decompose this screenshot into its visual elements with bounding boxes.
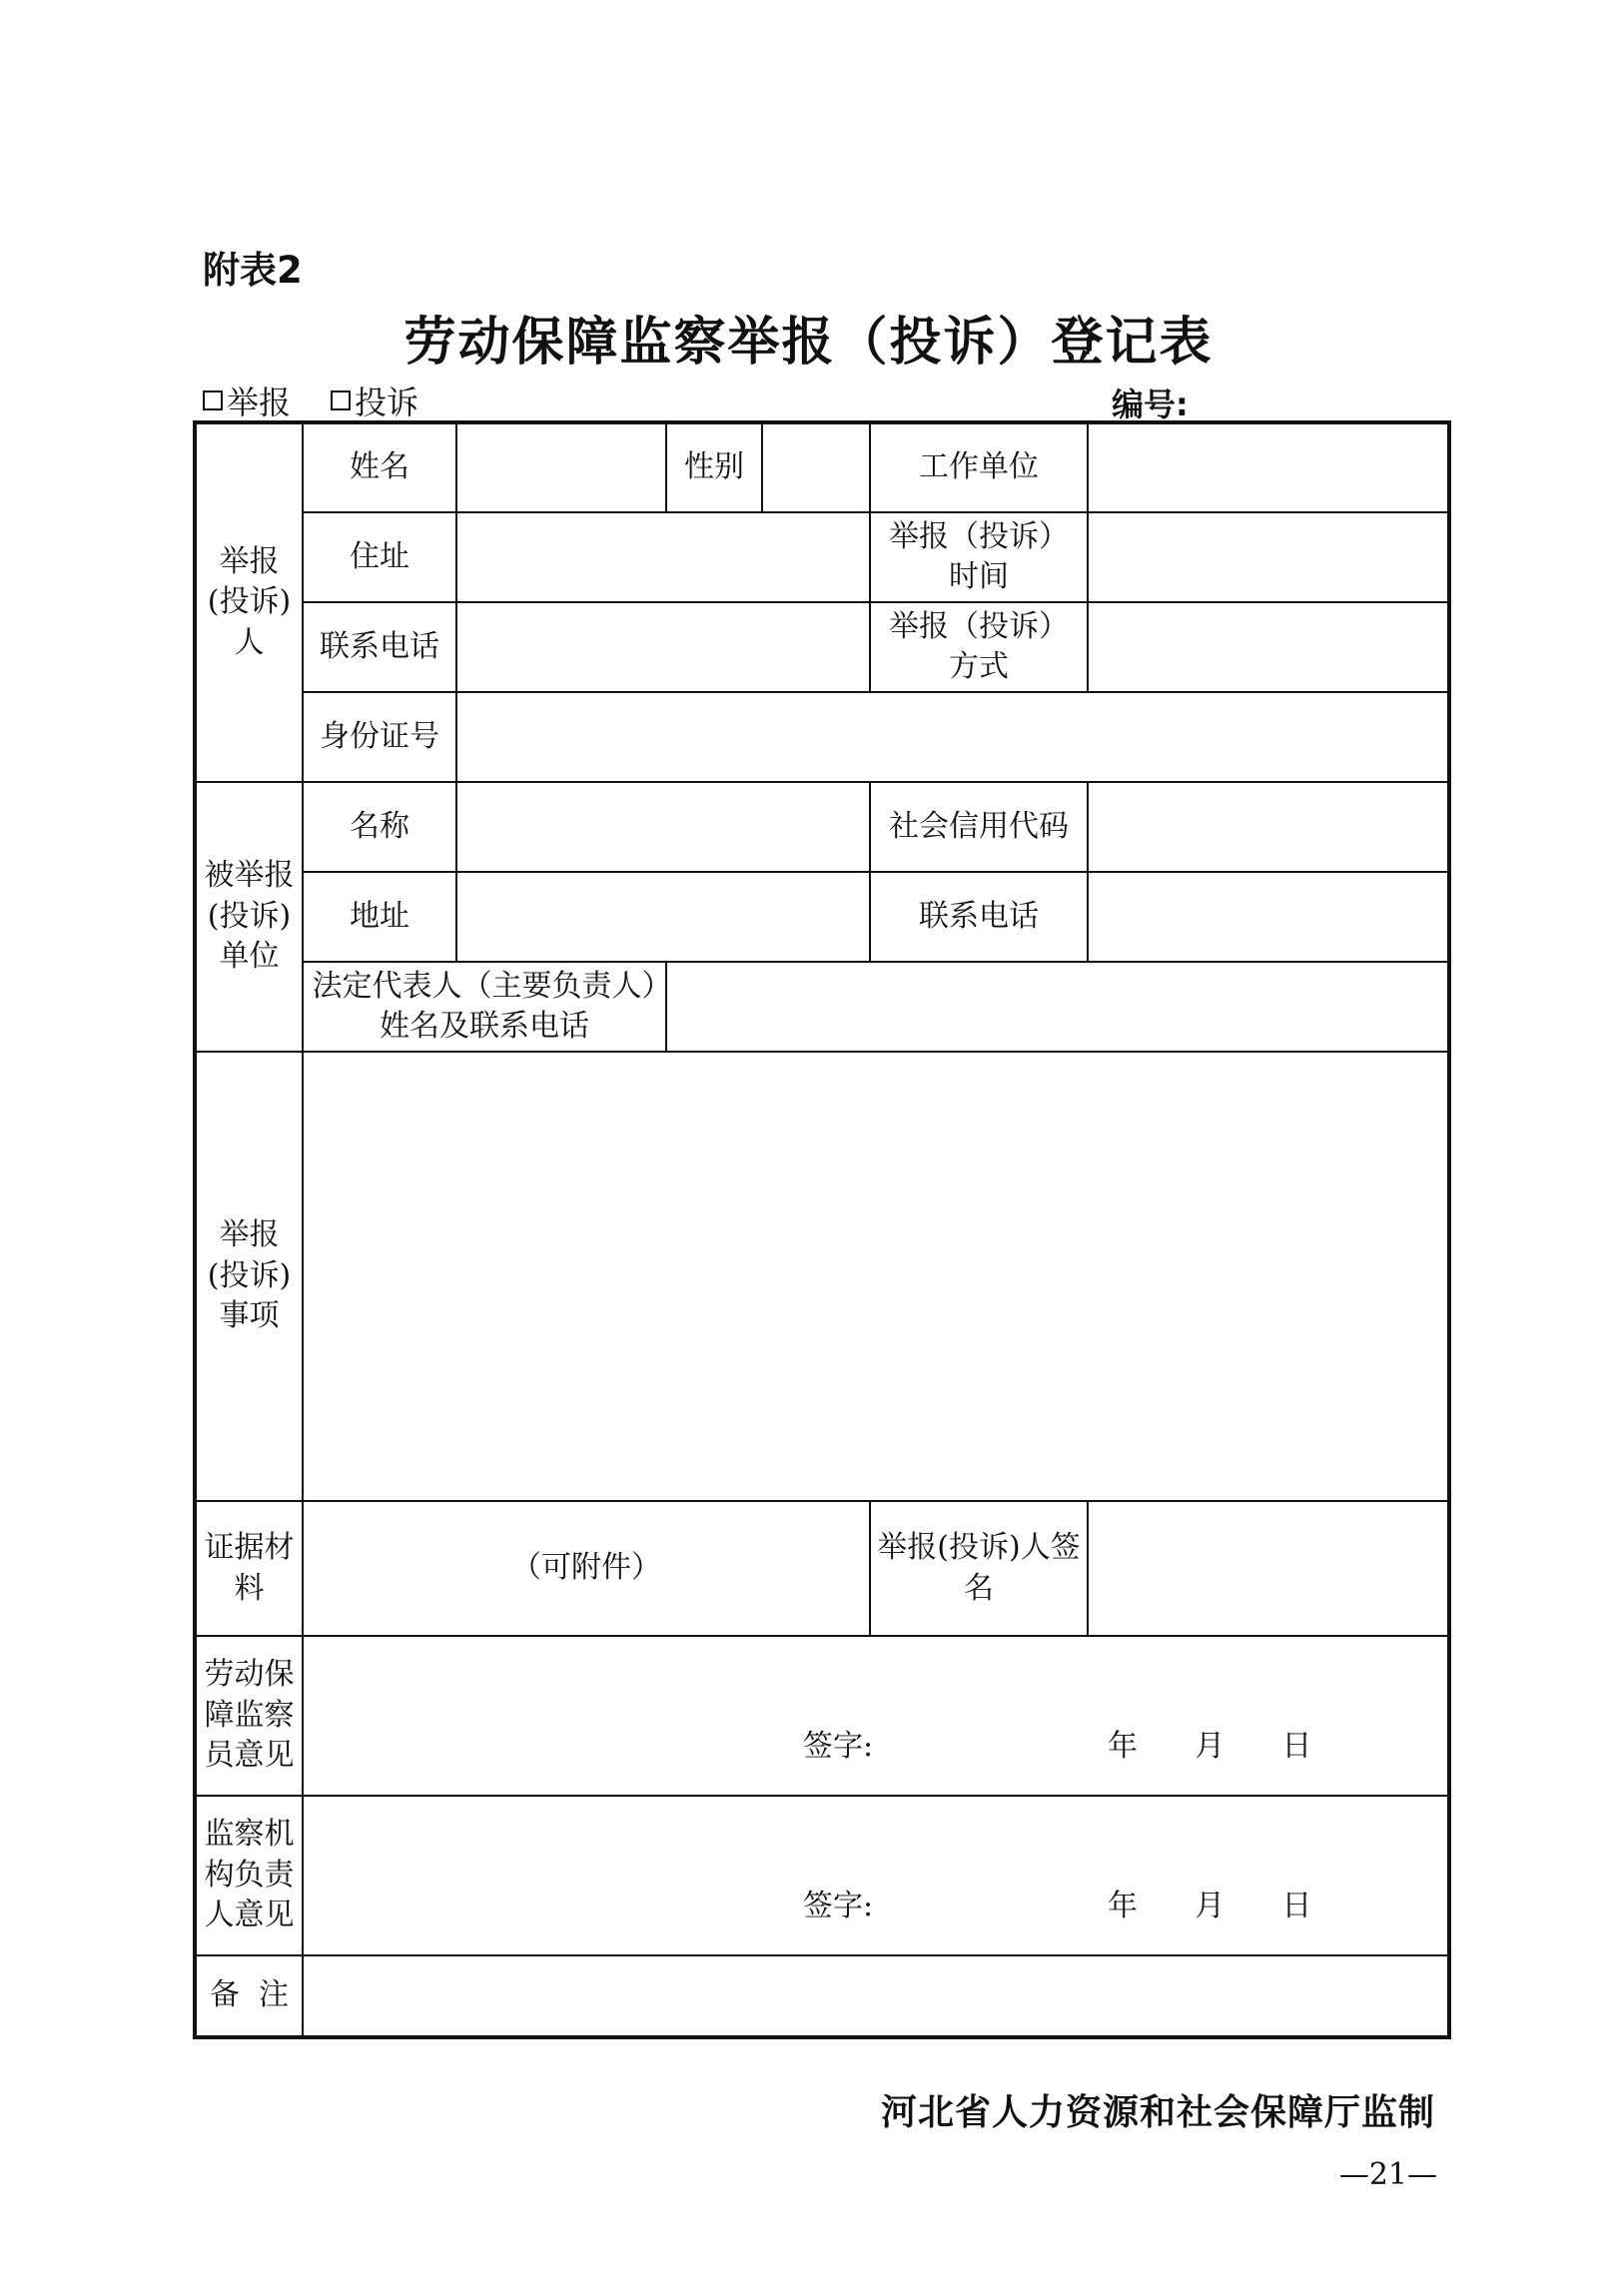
agency-opinion-label: 监察机构负责人意见 <box>195 1796 303 1955</box>
legal-rep-field[interactable] <box>666 962 1449 1052</box>
respondent-section-label: 被举报(投诉)单位 <box>195 782 303 1052</box>
respondent-phone-field[interactable] <box>1088 872 1449 962</box>
complaint-option-label: 投诉 <box>355 383 419 421</box>
phone-field[interactable] <box>456 602 870 692</box>
gender-label: 性别 <box>666 422 762 512</box>
legal-rep-label: 法定代表人（主要负责人）姓名及联系电话 <box>303 962 666 1052</box>
matter-label: 举报(投诉)事项 <box>195 1052 303 1501</box>
inspector-sign-label: 签字: <box>803 1728 874 1764</box>
respondent-name-label: 名称 <box>303 782 456 872</box>
evidence-label: 证据材料 <box>195 1501 303 1636</box>
remarks-label: 备 注 <box>195 1955 303 2037</box>
gender-field[interactable] <box>762 422 870 512</box>
name-label: 姓名 <box>303 422 456 512</box>
work-unit-field[interactable] <box>1088 422 1449 512</box>
address-label: 住址 <box>303 512 456 602</box>
respondent-address-field[interactable] <box>456 872 870 962</box>
respondent-name-field[interactable] <box>456 782 870 872</box>
evidence-field[interactable] <box>303 1501 870 1636</box>
annex-label: 附表2 <box>203 249 303 292</box>
report-checkbox[interactable] <box>203 390 223 410</box>
respondent-phone-label: 联系电话 <box>870 872 1088 962</box>
name-field[interactable] <box>456 422 666 512</box>
issuer-footer: 河北省人力资源和社会保障厅监制 <box>880 2092 1435 2133</box>
signature-field[interactable] <box>1088 1501 1449 1636</box>
credit-code-label: 社会信用代码 <box>870 782 1088 872</box>
report-time-field[interactable] <box>1088 512 1449 602</box>
complaint-option[interactable] <box>331 378 418 423</box>
remarks-field[interactable] <box>303 1955 1449 2037</box>
inspector-opinion-field[interactable] <box>303 1636 1449 1796</box>
report-option-label: 举报 <box>227 383 292 421</box>
respondent-address-label: 地址 <box>303 872 456 962</box>
signature-label: 举报(投诉)人签名 <box>870 1501 1088 1636</box>
report-method-field[interactable] <box>1088 602 1449 692</box>
report-method-label: 举报（投诉）方式 <box>870 602 1088 692</box>
id-number-field[interactable] <box>456 692 1449 782</box>
form-title: 劳动保障监察举报（投诉）登记表 <box>404 313 1213 373</box>
report-time-label: 举报（投诉）时间 <box>870 512 1088 602</box>
phone-label: 联系电话 <box>303 602 456 692</box>
matter-field[interactable] <box>303 1052 1449 1501</box>
inspector-date-label: 年 月 日 <box>1108 1728 1312 1764</box>
report-option[interactable] <box>203 378 291 423</box>
type-options <box>203 378 418 423</box>
address-field[interactable] <box>456 512 870 602</box>
complainant-section-label: 举报(投诉)人 <box>195 422 303 782</box>
id-number-label: 身份证号 <box>303 692 456 782</box>
agency-sign-label: 签字: <box>803 1888 874 1923</box>
inspector-opinion-label: 劳动保障监察员意见 <box>195 1636 303 1796</box>
serial-number-label: 编号: <box>1112 385 1189 423</box>
page-number: —21— <box>1338 2157 1437 2192</box>
registration-form-table <box>193 420 1451 2039</box>
evidence-note: （可附件） <box>511 1550 661 1586</box>
agency-date-label: 年 月 日 <box>1108 1888 1312 1923</box>
credit-code-field[interactable] <box>1088 782 1449 872</box>
agency-opinion-field[interactable] <box>303 1796 1449 1955</box>
complaint-checkbox[interactable] <box>331 390 351 410</box>
work-unit-label: 工作单位 <box>870 422 1088 512</box>
